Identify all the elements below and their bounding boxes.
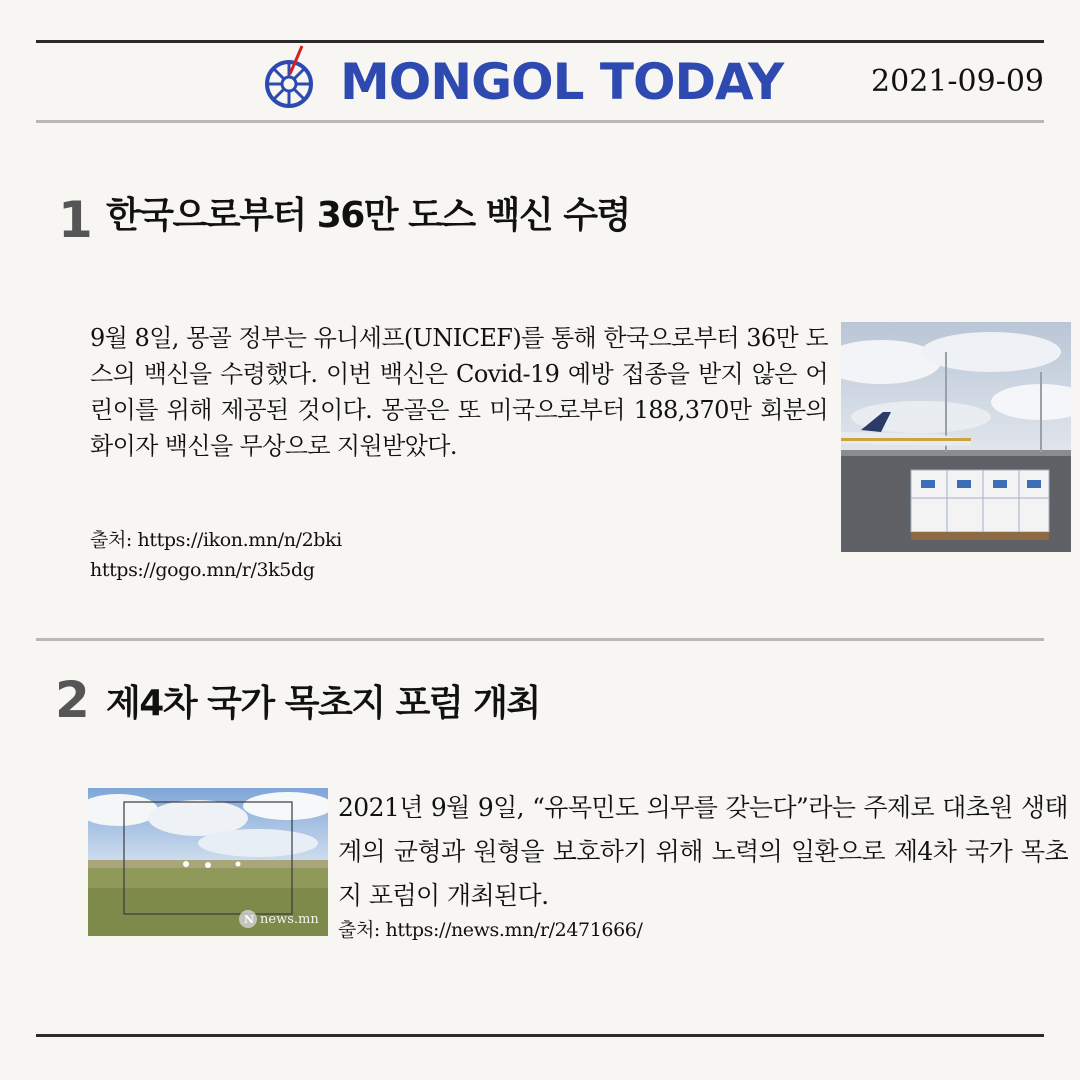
svg-text:N: N: [244, 913, 255, 926]
article-2-body: 2021년 9월 9일, “유목민도 의무를 갖는다”라는 주제로 대초원 생태계의 균형과 원형을 보호하기 위해 노력의 일환으로 제4차 국가 목초지 포럼이 개최된다.: [338, 793, 1068, 910]
issue-date: 2021-09-09: [871, 64, 1044, 99]
article-1-body: 9월 8일, 몽골 정부는 유니세프(UNICEF)를 통해 한국으로부터 36만 도스의 백신을 수령했다. 이번 백신은 Covid-19 예방 접종을 받지 않은 어린이를 위해 제공된 것이다. 몽골은 또 미국으로부터 188,370만 회분의 화이자 백신을 무상으로 지원받았다.: [90, 324, 828, 460]
article-2-title: 제4차 국가 목초지 포럼 개최: [106, 683, 540, 724]
steppe-photo: [88, 788, 328, 936]
article-1-source-1[interactable]: 출처: https://ikon.mn/n/2bki: [90, 529, 342, 551]
brand-name: MONGOL TODAY: [340, 53, 784, 111]
watermark-text: news.mn: [260, 912, 319, 927]
article-2-source[interactable]: 출처: https://news.mn/r/2471666/: [338, 919, 643, 941]
article-1-source-2[interactable]: https://gogo.mn/r/3k5dg: [90, 559, 315, 581]
article-1-number: 1: [58, 191, 93, 249]
wheel-logo-icon: [262, 44, 318, 110]
vaccine-shipment-photo: [841, 322, 1071, 552]
article-1-title: 한국으로부터 36만 도스 백신 수령: [106, 195, 630, 236]
header-divider: [36, 120, 1044, 123]
bottom-rule: [36, 1034, 1044, 1037]
top-rule: [36, 40, 1044, 43]
section-divider: [36, 638, 1044, 641]
article-2-number: 2: [55, 671, 90, 729]
